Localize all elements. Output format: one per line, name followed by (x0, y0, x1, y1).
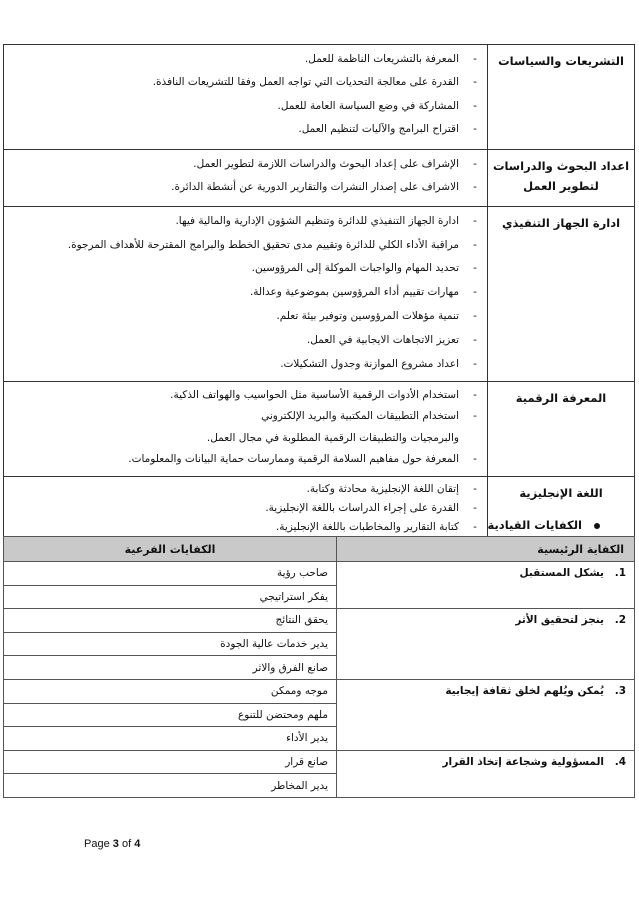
sub-competency: ملهم ومحتضن للتنوع (4, 703, 337, 727)
competency-category: ادارة الجهاز التنفيذي (488, 207, 635, 382)
leadership-header-row (4, 537, 635, 562)
competency-items (4, 477, 488, 544)
leadership-row (4, 562, 635, 586)
competency-item: - الاشراف على إصدار النشرات والتقارير الدورية عن أنشطة الدائرة. (171, 180, 477, 193)
competency-item: والبرمجيات والتطبيقات الرقمية المطلوبة في مجال العمل. (206, 431, 459, 444)
sub-competency: موجه وممكن (4, 679, 337, 703)
competency-category: اعداد البحوث والدراسات لتطوير العمل (488, 150, 635, 207)
competency-row (4, 45, 635, 150)
competency-items (4, 150, 488, 207)
competency-category: المعرفة الرقمية (488, 382, 635, 477)
sub-competency: يدير المخاطر (4, 774, 337, 798)
competency-item: - اعداد مشروع الموازنة وجدول التشكيلات. (280, 357, 477, 370)
competency-row (4, 150, 635, 207)
competencies-table (3, 44, 635, 544)
leadership-table (3, 536, 635, 798)
competency-item: - تنمية مؤهلات المرؤوسين وتوفير بيئة تعلم. (276, 310, 477, 323)
competency-item: - استخدام التطبيقات المكتبية والبريد الإلكتروني (261, 410, 477, 423)
competency-item: - القدرة على إجراء الدراسات باللغة الإنجليزية. (265, 501, 477, 514)
competency-category: التشريعات والسياسات (488, 45, 635, 150)
competency-item: - تحديد المهام والواجبات الموكلة إلى المرؤوسين. (251, 262, 477, 275)
competency-category: اللغة الإنجليزية (488, 477, 635, 544)
competency-item: - اقتراح البرامج والآليات لتنظيم العمل. (298, 123, 477, 136)
competency-item: - إتقان اللغة الإنجليزية محادثة وكتابة. (306, 482, 477, 495)
sub-competency: يحقق النتائج (4, 609, 337, 633)
page-footer: Page 3 of 4 (84, 838, 141, 850)
leadership-row (4, 609, 635, 633)
sub-competency: صانع الفرق والاثر (4, 656, 337, 680)
competency-item: - مراقبة الأداء الكلي للدائرة وتقييم مدى تحقيق الخطط والبرامج المقترحة للأهداف المرجوة. (67, 238, 477, 251)
competency-item: - المعرفة حول مفاهيم السلامة الرقمية وممارسات حماية البيانات والمعلومات. (128, 453, 477, 466)
sub-competency-header: الكفايات الفرعية (4, 537, 337, 562)
competency-item: - القدرة على معالجة التحديات التي تواجه العمل وفقا للتشريعات النافذة. (152, 76, 477, 89)
competency-item: - كتابة التقارير والمخاطبات باللغة الإنجليزية. (275, 520, 477, 533)
main-competency: 4.المسؤولية وشجاعة إتخاذ القرار (337, 750, 635, 797)
main-competency-header: الكفاية الرئيسية (337, 537, 635, 562)
main-competency: 3.يُمكن ويُلهم لخلق ثقافة إيجابية (337, 679, 635, 750)
competency-item: - المعرفة بالتشريعات الناظمة للعمل. (304, 52, 477, 65)
sub-competency: صاحب رؤية (4, 562, 337, 586)
competency-row (4, 207, 635, 382)
main-competency: 2.ينجز لتحقيق الأثر (337, 609, 635, 680)
competency-item: - تعزيز الاتجاهات الايجابية في العمل. (306, 333, 477, 346)
bullet-icon (594, 523, 600, 529)
sub-competency: يدير الأداء (4, 727, 337, 751)
competency-item: - المشاركة في وضع السياسة العامة للعمل. (277, 99, 477, 112)
competency-items (4, 382, 488, 477)
competency-row (4, 382, 635, 477)
main-competency: 1.يشكل المستقبل (337, 562, 635, 609)
competency-item: - استخدام الأدوات الرقمية الأساسية مثل الحواسيب والهواتف الذكية. (170, 388, 477, 401)
competency-item: - ادارة الجهاز التنفيذي للدائرة وتنظيم الشؤون الإدارية والمالية فيها. (175, 214, 477, 227)
competency-item: - مهارات تقييم أداء المرؤوسين بموضوعية وعدالة. (249, 286, 477, 299)
leadership-row (4, 679, 635, 703)
sub-competency: صانع قرار (4, 750, 337, 774)
competency-items (4, 45, 488, 150)
sub-competency: يدير خدمات عالية الجودة (4, 632, 337, 656)
competency-items (4, 207, 488, 382)
sub-competency: يفكر استراتيجي (4, 585, 337, 609)
competency-item: - الإشراف على إعداد البحوث والدراسات اللازمة لتطوير العمل. (193, 157, 477, 170)
leadership-section-title: الكفايات القيادية (390, 518, 600, 532)
leadership-row (4, 750, 635, 774)
competency-row (4, 477, 635, 544)
